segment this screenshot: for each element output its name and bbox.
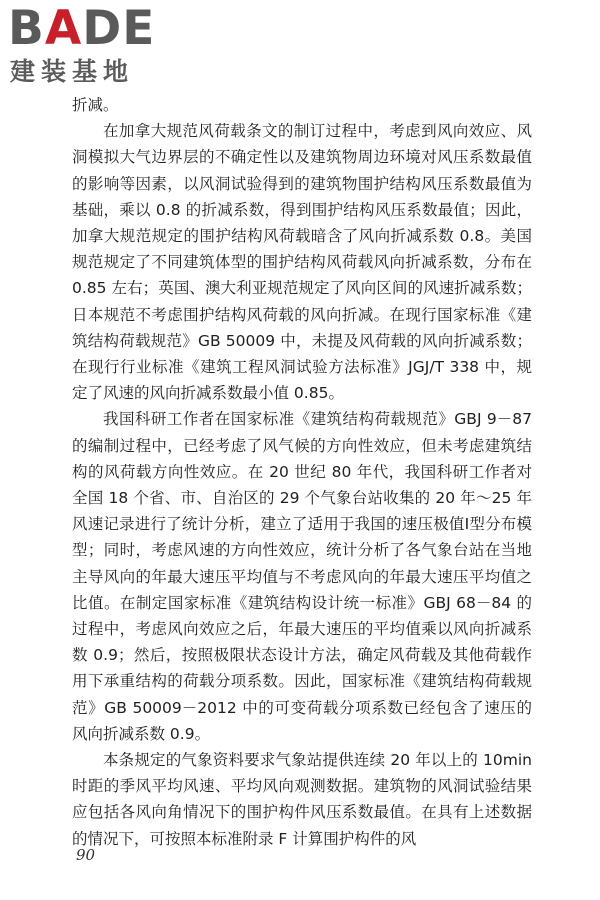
page-number: 90 — [76, 846, 96, 864]
bade-logo — [8, 1, 178, 88]
paragraph-continuation: 折减。 — [72, 96, 119, 114]
paragraph-china-research: 我国科研工作者在国家标准《建筑结构荷载规范》GBJ 9－87 的编制过程中，已经考虑了风气候的方向性效应，但未考虑建筑结构的风荷载方向性效应。在 20 世纪 80 年代，我国科研工作者对全国 18 个省、市、自治区的 29 个气象台站收集的 20 年～25 年风速记录进行了统计分析，建立了适用于我国的速压极值Ⅰ型分布模型；同时，考虑风速的方向性效应，统计分析了各气象台站在当地主导风向的年最大速压平均值与不考虑风向的年最大速压平均值之比值。在制定国家标准《建筑结构设计统一标准》GBJ 68－84 的过程中，考虑风向效应之后，年最大速压的平均值乘以风向折减系数 0.9；然后，按照极限状态设计方法，确定风荷载及其他荷载作用下承重结构的荷载分项系数。因此，国家标准《建筑结构荷载规范》GB 50009－2012 中的可变荷载分项系数已经包含了速压的风向折减系数 0.9。 — [72, 410, 532, 743]
logo-letter-b: B — [8, 1, 45, 56]
paragraph-data-requirements: 本条规定的气象资料要求气象站提供连续 20 年以上的 10min 时距的季风平均风速、平均风向观测数据。建筑物的风洞试验结果应包括各风向角情况下的围护构件风压系数最值。在具有上述数据的情况下，可按照本标准附录 F 计算围护构件的风 — [72, 751, 532, 848]
logo-wordmark — [8, 1, 156, 56]
logo-letter-a: A — [44, 1, 83, 56]
logo-letters-de: DE — [82, 1, 156, 56]
logo-subtitle: 建装基地 — [10, 57, 135, 86]
paragraph-canada-codes: 在加拿大规范风荷载条文的制订过程中，考虑到风向效应、风洞模拟大气边界层的不确定性以及建筑物周边环境对风压系数最值的影响等因素，以风洞试验得到的建筑物围护结构风压系数最值为基础，乘以 0.8 的折减系数，得到围护结构风压系数最值；因此，加拿大规范规定的围护结构风荷载暗含了风向折减系数 0.8。美国规范规定了不同建筑体型的围护结构风荷载风向折减系数，分布在 0.85 左右；英国、澳大利亚规范规定了风向区间的风速折减系数；日本规范不考虑围护结构风荷载的风向折减。在现行国家标准《建筑结构荷载规范》GB 50009 中，未提及风荷载的风向折减系数；在现行行业标准《建筑工程风洞试验方法标准》JGJ/T 338 中，规定了风速的风向折减系数最小值 0.85。 — [72, 122, 532, 403]
document-body — [72, 92, 532, 852]
